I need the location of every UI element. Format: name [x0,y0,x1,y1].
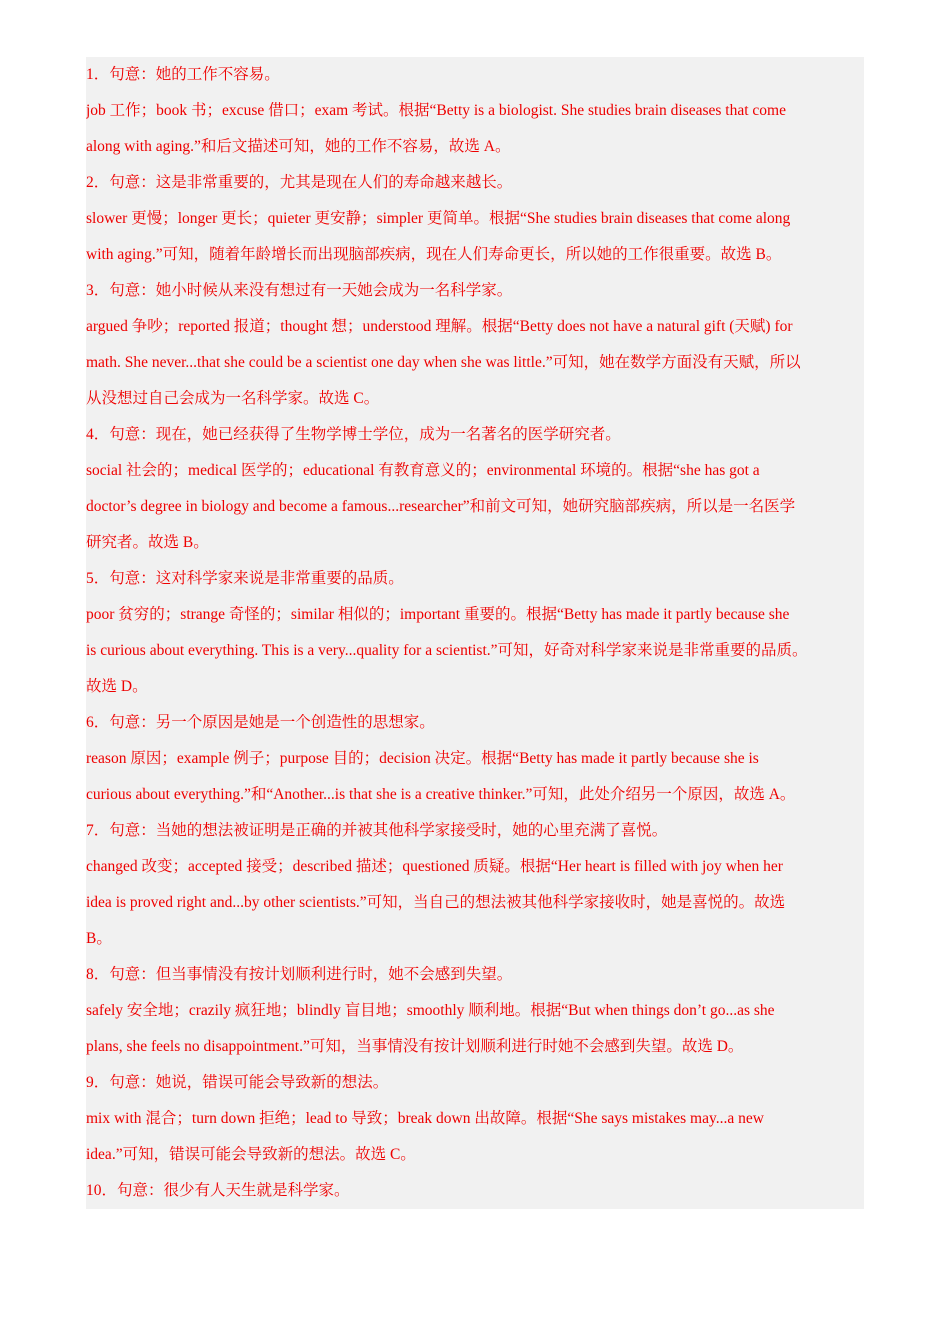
question-translation [86,1173,864,1209]
question-number: 10． [86,1182,118,1199]
translation-text: 句意：她小时候从来没有想过有一天她会成为一名科学家。 [109,282,513,299]
question-translation [86,813,864,849]
explanation-line: 故选 D。 [86,678,148,695]
question-item [86,417,864,561]
translation-text: 句意：这是非常重要的，尤其是现在人们的寿命越来越长。 [109,174,513,191]
explanation-line: along with aging.”和后文描述可知，她的工作不容易，故选 A。 [86,138,511,155]
translation-text: 句意：当她的想法被证明是正确的并被其他科学家接受时，她的心里充满了喜悦。 [109,822,668,839]
explanation-line: argued 争吵；reported 报道；thought 想；understood 理解。根据“Betty does not have a natural gift (天赋) for [86,318,793,335]
question-item [86,57,864,165]
explanation-line: doctor’s degree in biology and become a famous...researcher”和前文可知，她研究脑部疾病，所以是一名医学 [86,498,796,515]
explanation-line: 研究者。故选 B。 [86,534,209,551]
explanation-line: social 社会的；medical 医学的；educational 有教育意义的；environmental 环境的。根据“she has got a [86,462,760,479]
question-item [86,165,864,273]
translation-text: 句意：她的工作不容易。 [109,66,280,83]
question-number: 6． [86,714,110,731]
translation-text: 句意：但当事情没有按计划顺利进行时，她不会感到失望。 [109,966,513,983]
question-number: 1． [86,66,110,83]
question-item [86,561,864,705]
explanation-line: mix with 混合；turn down 拒绝；lead to 导致；break down 出故障。根据“She says mistakes may...a new [86,1110,764,1127]
explanation-line: plans, she feels no disappointment.”可知，当事情没有按计划顺利进行时她不会感到失望。故选 D。 [86,1038,744,1055]
question-item [86,273,864,417]
translation-text: 句意：现在，她已经获得了生物学博士学位，成为一名著名的医学研究者。 [109,426,621,443]
question-number: 4． [86,426,110,443]
translation-text: 句意：她说，错误可能会导致新的想法。 [109,1074,389,1091]
question-translation [86,1065,864,1101]
question-number: 9． [86,1074,110,1091]
answer-explanations [86,57,864,1209]
explanation-line: changed 改变；accepted 接受；described 描述；questioned 质疑。根据“Her heart is filled with joy when her [86,858,783,875]
question-number: 5． [86,570,110,587]
question-item [86,1065,864,1173]
explanation-line: idea is proved right and...by other scientists.”可知，当自己的想法被其他科学家接收时，她是喜悦的。故选 [86,894,786,911]
explanation-line: curious about everything.”和“Another...is that she is a creative thinker.”可知，此处介绍另一个原因，故选 A。 [86,786,796,803]
question-translation [86,417,864,453]
question-translation [86,273,864,309]
question-item [86,813,864,957]
explanation-line: with aging.”可知，随着年龄增长而出现脑部疾病，现在人们寿命更长，所以她的工作很重要。故选 B。 [86,246,782,263]
translation-text: 句意：很少有人天生就是科学家。 [117,1182,350,1199]
explanation-line: B。 [86,930,112,947]
question-number: 7． [86,822,110,839]
explanation-line: slower 更慢；longer 更长；quieter 更安静；simpler 更简单。根据“She studies brain diseases that come along [86,210,791,227]
question-number: 8． [86,966,110,983]
question-translation [86,705,864,741]
question-item [86,957,864,1065]
question-number: 3． [86,282,110,299]
question-item [86,1173,864,1209]
explanation-line: job 工作；book 书；excuse 借口；exam 考试。根据“Betty is a biologist. She studies brain diseases that come [86,102,786,119]
explanation-line: reason 原因；example 例子；purpose 目的；decision 决定。根据“Betty has made it partly because she is [86,750,759,767]
question-translation [86,561,864,597]
explanation-line: idea.”可知，错误可能会导致新的想法。故选 C。 [86,1146,416,1163]
question-item [86,705,864,813]
question-translation [86,957,864,993]
explanation-line: math. She never...that she could be a scientist one day when she was little.”可知，她在数学方面没有天赋，所以 [86,354,801,371]
question-translation [86,57,864,93]
explanation-line: safely 安全地；crazily 疯狂地；blindly 盲目地；smoothly 顺利地。根据“But when things don’t go...as she [86,1002,775,1019]
question-number: 2． [86,174,110,191]
translation-text: 句意：这对科学家来说是非常重要的品质。 [109,570,404,587]
translation-text: 句意：另一个原因是她是一个创造性的思想家。 [109,714,435,731]
explanation-line: 从没想过自己会成为一名科学家。故选 C。 [86,390,380,407]
explanation-line: poor 贫穷的；strange 奇怪的；similar 相似的；important 重要的。根据“Betty has made it partly because she [86,606,790,623]
explanation-line: is curious about everything. This is a very...quality for a scientist.”可知，好奇对科学家来说是非常重要的品质。 [86,642,808,659]
question-translation [86,165,864,201]
